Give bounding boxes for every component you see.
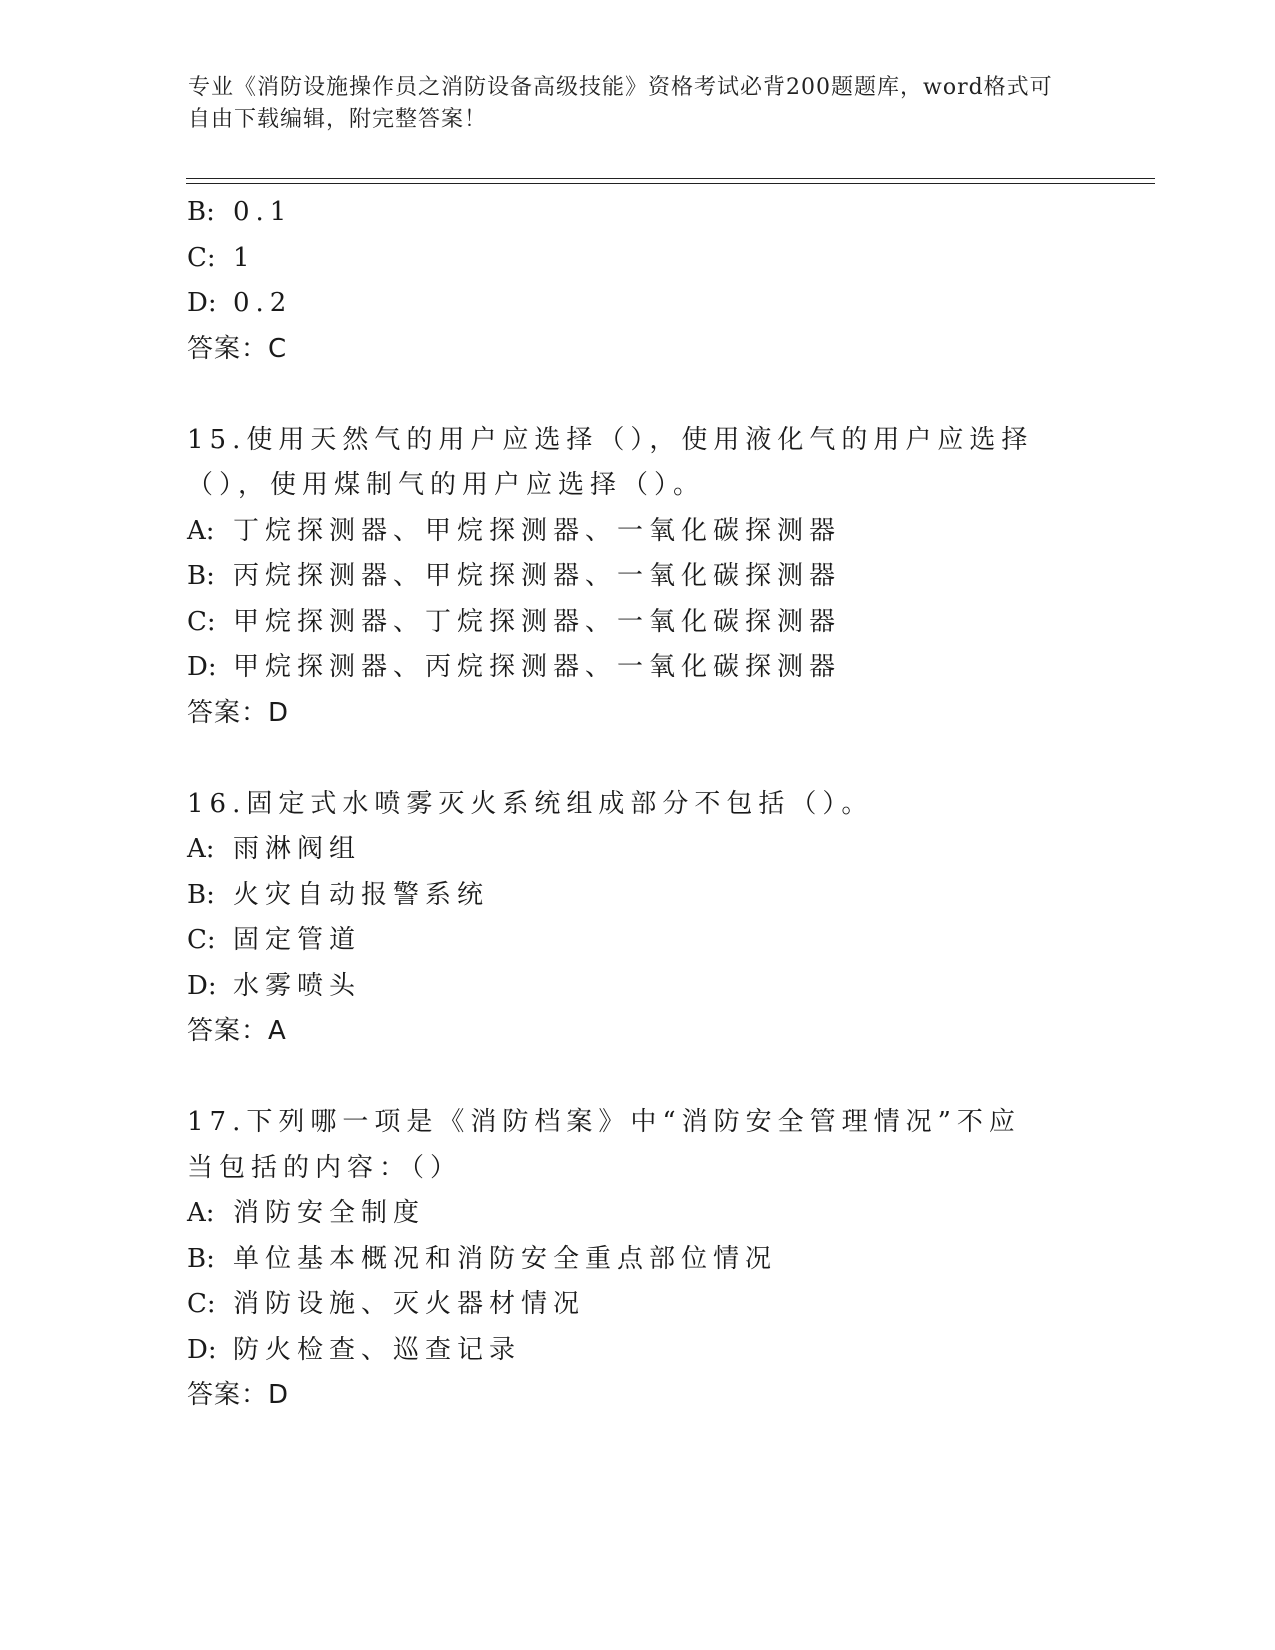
option-b (187, 1237, 1087, 1283)
header-divider-secondary (186, 183, 1155, 184)
option-text: 火灾自动报警系统 (233, 879, 490, 910)
answer-line: 答案：D (187, 1380, 290, 1410)
answer-line: 答案：D (187, 697, 290, 728)
answer-line: 答案：C (187, 333, 288, 364)
document-body (187, 190, 1087, 1419)
option-d (187, 1328, 1087, 1374)
option-label: B: (187, 879, 215, 910)
option-label: C: (187, 242, 216, 273)
option-label: D: (187, 652, 217, 682)
option-label: D: (187, 288, 217, 318)
answer-line: 答案：A (187, 1016, 287, 1046)
option-d (187, 645, 1087, 691)
previous-question-tail (187, 190, 1087, 372)
question-text: 15.使用天然气的用户应选择（），使用液化气的用户应选择（），使用煤制气的用户应选择（）。 (187, 424, 1034, 500)
option-label: A: (187, 1198, 215, 1228)
option-c (187, 1282, 1087, 1328)
option-text: 丁烷探测器、甲烷探测器、一氧化碳探测器 (233, 515, 842, 546)
option-b (187, 873, 1087, 919)
question-block (187, 418, 1087, 737)
option-b (187, 190, 1087, 236)
question-text: 16.固定式水喷雾灭火系统组成部分不包括（）。 (187, 788, 874, 819)
option-a (187, 827, 1087, 873)
option-label: B: (187, 197, 215, 227)
option-c (187, 600, 1087, 646)
option-text: 单位基本概况和消防安全重点部位情况 (233, 1243, 778, 1274)
option-text: 1 (233, 242, 256, 273)
option-c (187, 236, 1087, 282)
option-d (187, 964, 1087, 1010)
option-label: D: (187, 970, 217, 1001)
option-text: 甲烷探测器、丙烷探测器、一氧化碳探测器 (233, 652, 842, 682)
option-text: 固定管道 (233, 925, 362, 955)
question-text: 17.下列哪一项是《消防档案》中“消防安全管理情况”不应当包括的内容：（） (187, 1107, 1021, 1183)
option-b (187, 554, 1087, 600)
option-text: 0.1 (233, 197, 293, 227)
option-text: 甲烷探测器、丁烷探测器、一氧化碳探测器 (233, 606, 842, 637)
option-label: B: (187, 1243, 215, 1274)
option-d (187, 281, 1087, 327)
option-text: 丙烷探测器、甲烷探测器、一氧化碳探测器 (233, 561, 842, 591)
option-label: D: (187, 1334, 217, 1365)
option-text: 0.2 (233, 288, 293, 318)
option-text: 雨淋阀组 (233, 834, 362, 864)
option-text: 防火检查、巡查记录 (233, 1334, 522, 1365)
option-text: 消防设施、灭火器材情况 (233, 1289, 586, 1319)
option-label: C: (187, 1289, 216, 1319)
option-text: 消防安全制度 (233, 1198, 426, 1228)
option-c (187, 918, 1087, 964)
option-text: 水雾喷头 (233, 970, 362, 1001)
option-label: A: (187, 834, 215, 864)
option-label: A: (187, 515, 215, 546)
option-a (187, 509, 1087, 555)
document-header: 专业《消防设施操作员之消防设备高级技能》资格考试必背200题题库，word格式可自由下载编辑，附完整答案！ (188, 75, 1053, 132)
header-divider (186, 178, 1155, 179)
option-label: B: (187, 561, 215, 591)
question-block (187, 782, 1087, 1055)
option-a (187, 1191, 1087, 1237)
option-label: C: (187, 925, 216, 955)
option-label: C: (187, 606, 216, 637)
question-block (187, 1100, 1087, 1419)
